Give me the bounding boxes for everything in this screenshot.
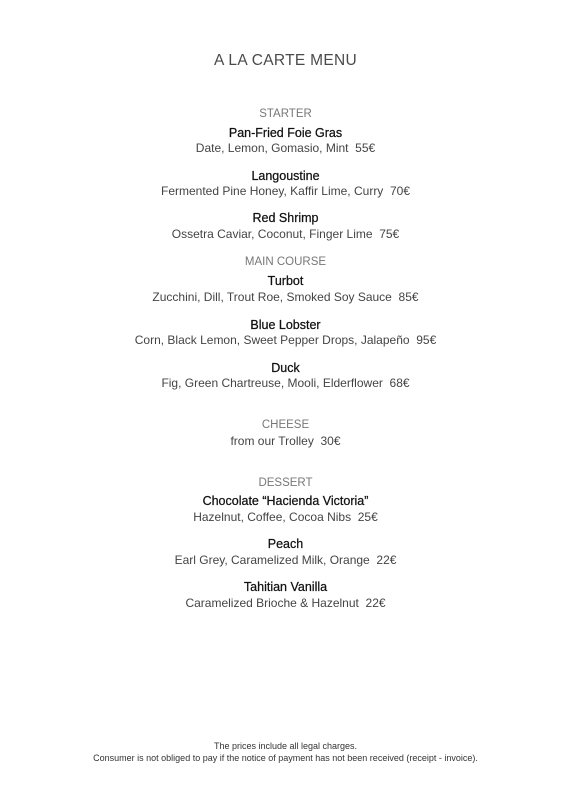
dish-description: Corn, Black Lemon, Sweet Pepper Drops, Jalapeño 95€ <box>134 333 437 347</box>
dish-name: Duck <box>271 361 300 375</box>
footer-legal-note: The prices include all legal charges. <box>213 741 358 751</box>
section-heading-main-course: MAIN COURSE <box>244 256 327 268</box>
section-heading-starter: STARTER <box>259 108 312 120</box>
footer-consumer-note: Consumer is not obliged to pay if the notice of payment has not been received (receipt - invoice). <box>93 753 478 763</box>
section-heading-cheese: CHEESE <box>261 419 310 431</box>
menu-title: A LA CARTE MENU <box>214 52 357 69</box>
dish-name: Peach <box>267 537 304 551</box>
dish-description: Fermented Pine Honey, Kaffir Lime, Curry 70€ <box>161 184 410 198</box>
dish-name: Tahitian Vanilla <box>243 580 328 594</box>
dish-description: Earl Grey, Caramelized Milk, Orange 22€ <box>174 553 397 567</box>
dish-description: Zucchini, Dill, Trout Roe, Smoked Soy Sauce 85€ <box>152 290 419 304</box>
dish-name: Langoustine <box>251 169 320 183</box>
dish-description: Caramelized Brioche & Hazelnut 22€ <box>185 596 386 610</box>
dish-description: Date, Lemon, Gomasio, Mint 55€ <box>195 141 376 155</box>
dish-name: Pan-Fried Foie Gras <box>228 126 343 140</box>
section-heading-dessert: DESSERT <box>258 477 313 489</box>
dish-name: Turbot <box>267 274 304 288</box>
dish-name: Blue Lobster <box>250 318 321 332</box>
dish-description: Ossetra Caviar, Coconut, Finger Lime 75€ <box>171 227 400 241</box>
dish-name: Red Shrimp <box>252 211 319 225</box>
dish-description: Hazelnut, Coffee, Cocoa Nibs 25€ <box>193 510 378 524</box>
dish-name: Chocolate “Hacienda Victoria” <box>202 494 369 508</box>
dish-description: Fig, Green Chartreuse, Mooli, Elderflower 68€ <box>161 376 410 390</box>
dish-description: from our Trolley 30€ <box>230 434 341 448</box>
